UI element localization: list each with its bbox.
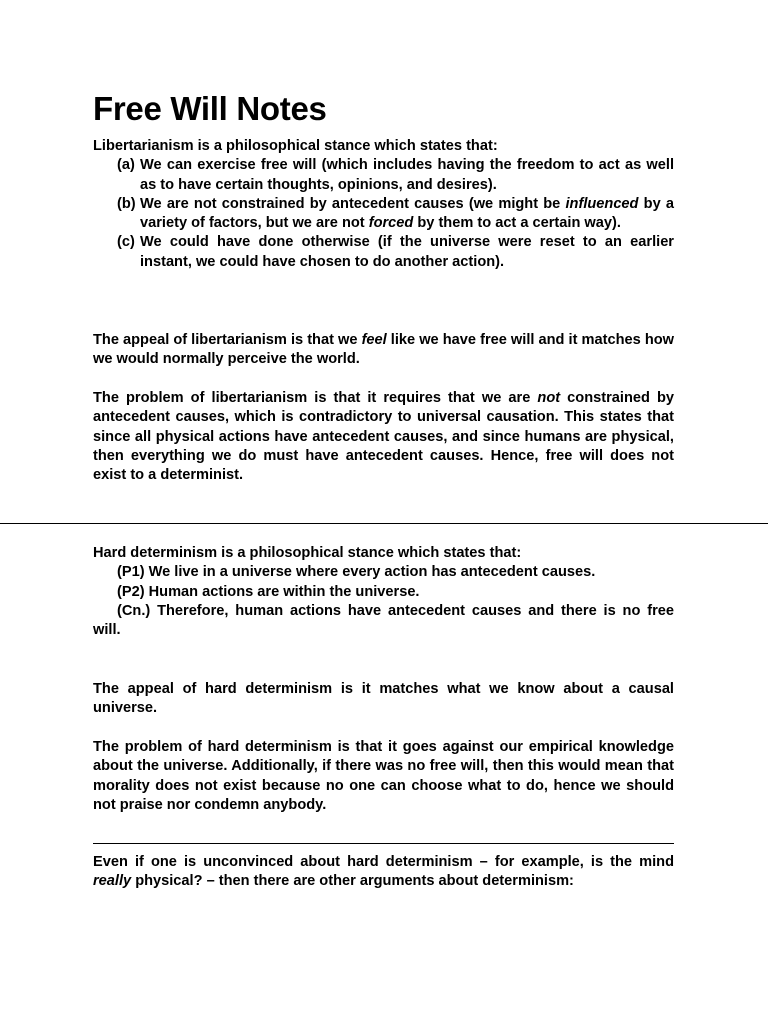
- text-run: constrained by antecedent causes, which is contradictory to universal causation. This states that since all physical actions have antecedent causes, and since humans are physical, then everything we do must have antecedent causes. Hence, free will does not exist to a determinist.: [93, 390, 675, 484]
- list-item-text: [140, 195, 674, 234]
- libertarianism-problem: [93, 389, 674, 485]
- libertarianism-section: [93, 137, 674, 272]
- problem-paragraph: [93, 389, 674, 485]
- list-item-text: We could have done otherwise (if the universe were reset to an earlier instant, we could have chosen to do another action).: [140, 234, 674, 270]
- conclusion: (Cn.) Therefore, human actions have antecedent causes and there is no free will.: [93, 602, 674, 639]
- list-item: [93, 233, 674, 272]
- list-item: [93, 156, 674, 195]
- list-item: [93, 195, 674, 234]
- emphasis-influenced: influenced: [565, 195, 639, 212]
- premise-p2: (P2) Human actions are within the universe.: [117, 583, 420, 600]
- text-run: like we have free will and it matches how we would normally perceive the world.: [93, 332, 674, 368]
- hard-determinism-problem: [93, 738, 674, 815]
- problem-paragraph: The problem of hard determinism is that it goes against our empirical knowledge about the universe. Additionally, if there was no free will, then this would mean that morality does not exist because no one can choose what to do, hence we should not praise nor condemn anybody.: [93, 739, 674, 813]
- emphasis-forced: forced: [368, 215, 414, 232]
- list-item-label: (c): [117, 234, 135, 251]
- appeal-paragraph: The appeal of hard determinism is it matches what we know about a causal universe.: [93, 681, 674, 717]
- premise-p1: (P1) We live in a universe where every action has antecedent causes.: [117, 564, 596, 581]
- libertarianism-intro: Libertarianism is a philosophical stance which states that:: [93, 138, 498, 154]
- emphasis-feel: feel: [361, 332, 387, 348]
- text-run: The appeal of libertarianism is that we: [93, 332, 362, 348]
- hard-determinism-appeal: [93, 680, 674, 719]
- text-run: physical? – then there are other arguments about determinism:: [131, 873, 574, 890]
- appeal-paragraph: [93, 331, 674, 370]
- text-run: We are not constrained by antecedent causes (we might be: [140, 195, 566, 212]
- libertarianism-appeal: [93, 331, 674, 370]
- emphasis-not: not: [537, 390, 561, 406]
- section-divider: [0, 523, 768, 524]
- list-item-text: We can exercise free will (which includes having the freedom to act as well as to have certain thoughts, opinions, and desires).: [140, 157, 674, 193]
- hard-determinism-intro: Hard determinism is a philosophical stance which states that:: [93, 545, 522, 561]
- list-item-label: (b): [117, 195, 136, 212]
- text-run: by a variety of factors, but we are not: [140, 195, 674, 232]
- page-title: Free Will Notes: [93, 90, 327, 127]
- closing-text: [93, 853, 674, 892]
- emphasis-really: really: [93, 873, 132, 890]
- text-run: by them to act a certain way).: [413, 215, 621, 232]
- text-run: The problem of libertarianism is that it requires that we are: [93, 390, 538, 406]
- text-run: Even if one is unconvinced about hard determinism – for example, is the mind: [93, 854, 674, 870]
- closing-paragraph: [93, 853, 674, 892]
- list-item-label: (a): [117, 157, 135, 174]
- hard-determinism-section: [93, 544, 674, 640]
- section-divider: [93, 843, 674, 844]
